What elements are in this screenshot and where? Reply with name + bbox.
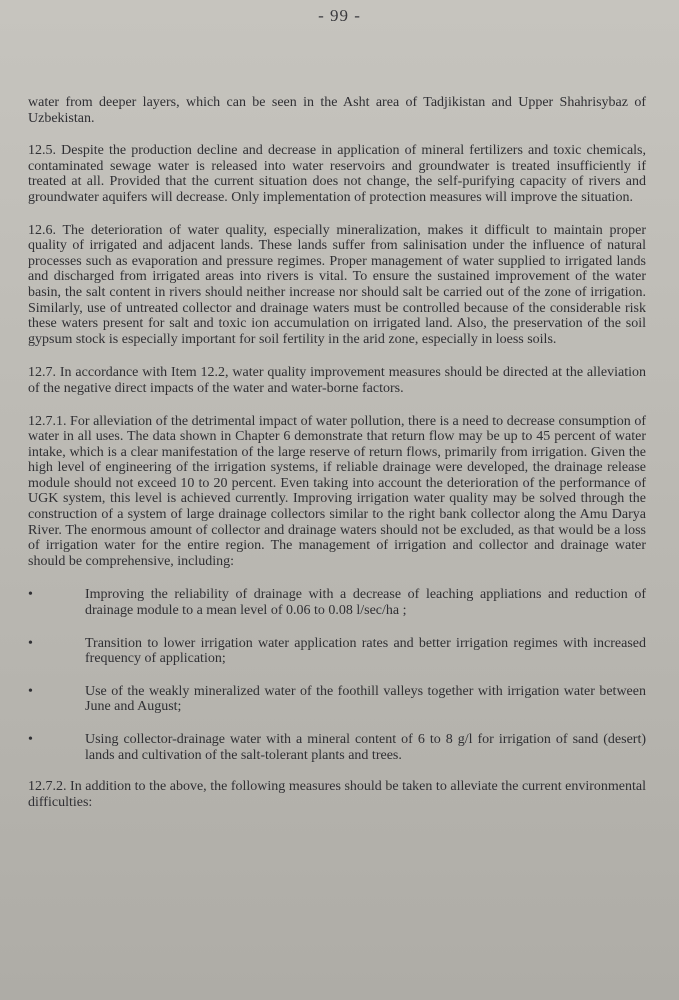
paragraph-12-7: 12.7. In accordance with Item 12.2, water quality improvement measures should be directed at the alleviation of the negative direct impacts of the water and water-borne factors. xyxy=(28,365,646,396)
list-item xyxy=(28,684,646,715)
bullet-text: Transition to lower irrigation water application rates and better irrigation regimes with increased frequency of application; xyxy=(85,635,646,667)
paragraph-12-6: 12.6. The deterioration of water quality, especially mineralization, makes it difficult to maintain proper quality of irrigated and adjacent lands. These lands suffer from salinisation under the influence of natural processes such as evaporation and pressure regimes. Proper management of water supplied to irrigated lands and discharged from irrigated areas into rivers is vital. To ensure the sustained improvement of the water basin, the salt content in rivers should neither increase nor should salt be carried out of the zone of irrigation. Similarly, use of untreated collector and drainage waters must be controlled because of the considerable risk these waters present for salt and toxic ion accumulation on irrigated land. Also, the preservation of the soil gypsum stock is especially important for soil fertility in the arid zone, especially in loess soils. xyxy=(28,222,646,347)
paragraph-12-7-1: 12.7.1. For alleviation of the detrimental impact of water pollution, there is a need to decrease consumption of water in all uses. The data shown in Chapter 6 demonstrate that return flow may be up to 45 percent of water intake, which is a clear manifestation of the large reserve of return flows, primarily from irrigation. Given the high level of engineering of the irrigation systems, if reliable drainage were developed, the drainage release module should not exceed 10 to 20 percent. Even taking into account the deterioration of the performance of UGK system, this level is achieved currently. Improving irrigation water quality may be solved through the construction of a system of large drainage collectors similar to the right bank collector along the Amu Darya River. The enormous amount of collector and drainage waters should not be excluded, as that would be a loss of irrigation water for the entire region. The management of irrigation and collector and drainage water should be comprehensive, including: xyxy=(28,413,646,569)
bullet-text: Improving the reliability of drainage with a decrease of leaching appliations and reduction of drainage module to a mean level of 0.06 to 0.08 l/sec/ha ; xyxy=(85,587,646,619)
list-item xyxy=(28,587,646,618)
paragraph-12-5: 12.5. Despite the production decline and decrease in application of mineral fertilizers and toxic chemicals, contaminated sewage water is released into water reservoirs and groundwater is treated insufficiently if treated at all. Provided that the current situation does not change, the self-purifying capacity of rivers and groundwater aquifers will decrease. Only implementation of protection measures will improve the situation. xyxy=(28,143,646,205)
bullet-text: Use of the weakly mineralized water of the foothill valleys together with irrigation water between June and August; xyxy=(85,683,646,715)
list-item xyxy=(28,732,646,763)
paragraph-12-7-2: 12.7.2. In addition to the above, the following measures should be taken to alleviate the current environmental difficulties: xyxy=(28,779,646,810)
page-number: - 99 - xyxy=(318,6,361,25)
bullet-text: Using collector-drainage water with a mineral content of 6 to 8 g/l for irrigation of sand (desert) lands and cultivation of the salt-tolerant plants and trees. xyxy=(85,732,646,763)
bullet-marker: • xyxy=(28,732,33,747)
page-body xyxy=(28,95,646,810)
paragraph-continuation: water from deeper layers, which can be seen in the Asht area of Tadjikistan and Upper Shahrisybaz of Uzbekistan. xyxy=(28,95,646,126)
bullet-marker: • xyxy=(28,635,33,651)
bullet-marker: • xyxy=(28,587,33,603)
bullet-marker: • xyxy=(28,683,33,699)
list-item xyxy=(28,636,646,667)
